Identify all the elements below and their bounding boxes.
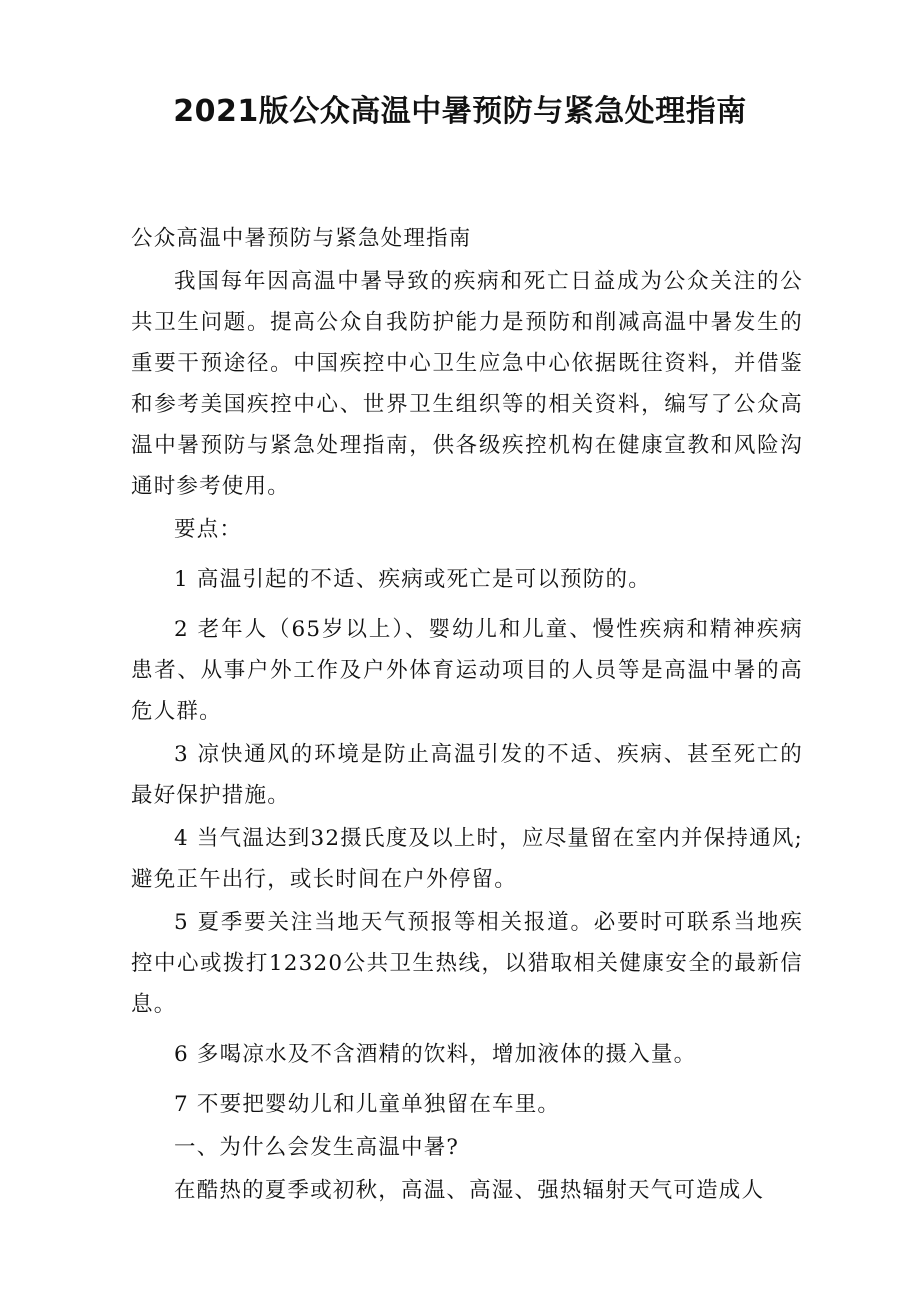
key-point-6: 6 多喝凉水及不含酒精的饮料，增加液体的摄入量。 [174, 1042, 697, 1067]
key-point-1: 1 高温引起的不适、疾病或死亡是可以预防的。 [174, 567, 651, 592]
key-points-heading: 要点： [174, 517, 243, 542]
section-paragraph: 在酷热的夏季或初秋，高温、高湿、强热辐射天气可造成人 [174, 1178, 765, 1203]
document-title: 2021版公众高温中暑预防与紧急处理指南 [173, 94, 747, 129]
key-point-4: 4 当气温达到32摄氏度及以上时，应尽量留在室内并保持通风;避免正午出行，或长时间在户外停留。 [131, 826, 803, 892]
key-point-5: 5 夏季要关注当地天气预报等相关报道。必要时可联系当地疾控中心或拨打12320公共卫生热线，以猎取相关健康安全的最新信息。 [131, 910, 803, 1017]
document-subtitle: 公众高温中暑预防与紧急处理指南 [131, 226, 472, 251]
key-point-7: 7 不要把婴幼儿和儿童单独留在车里。 [174, 1092, 561, 1117]
key-point-3: 3 凉快通风的环境是防止高温引发的不适、疾病、甚至死亡的最好保护措施。 [131, 742, 803, 808]
document-body [131, 218, 803, 1211]
intro-paragraph: 我国每年因高温中暑导致的疾病和死亡日益成为公众关注的公共卫生问题。提高公众自我防护能力是预防和削减高温中暑发生的重要干预途径。中国疾控中心卫生应急中心依据既往资料，并借鉴和参考美国疾控中心、世界卫生组织等的相关资料，编写了公众高温中暑预防与紧急处理指南，供各级疾控机构在健康宣教和风险沟通时参考使用。 [131, 269, 803, 499]
key-point-2: 2 老年人（65岁以上）、婴幼儿和儿童、慢性疾病和精神疾病患者、从事户外工作及户外体育运动项目的人员等是高温中暑的高危人群。 [131, 617, 803, 724]
section-heading: 一、为什么会发生高温中暑? [174, 1135, 460, 1160]
